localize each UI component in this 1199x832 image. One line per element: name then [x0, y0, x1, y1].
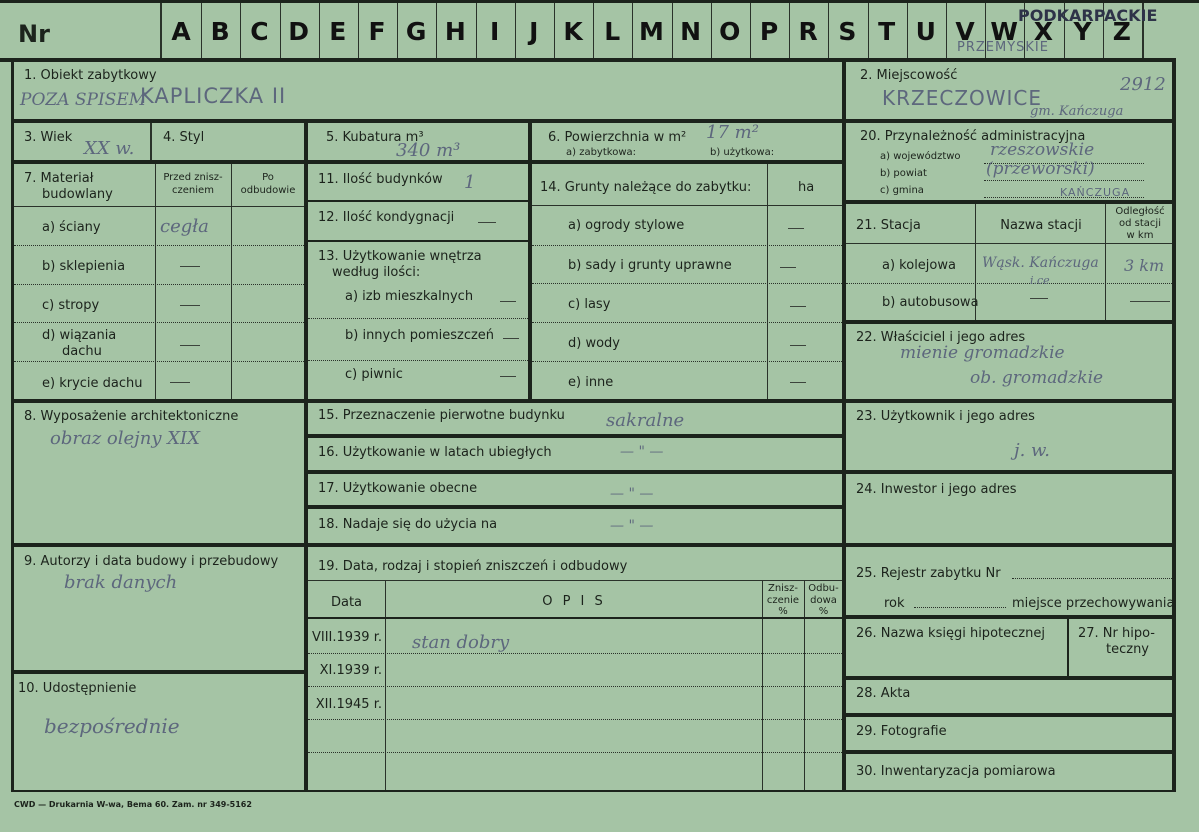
field-28-label: 28. Akta: [856, 686, 911, 701]
letter-separator: [868, 3, 869, 58]
field-20-value-c: KAŃCZUGA: [1060, 186, 1131, 199]
field-20-value-b: (przeworski): [986, 159, 1095, 179]
field-2-extra: gm. Kańczuga: [1030, 104, 1124, 119]
field-21-bus: b) autobusowa: [882, 295, 979, 310]
field-7-label-1: 7. Materiał: [24, 171, 94, 186]
field-22-value-1: mienie gromadzkie: [900, 343, 1065, 363]
field-19-label: 19. Data, rodzaj i stopień zniszczeń i odbudowy: [318, 559, 628, 574]
field-7-col-before-2: czeniem: [172, 185, 214, 196]
field-25-place: miejsce przechowywania: [1012, 596, 1175, 611]
field-13-b: b) innych pomieszczeń: [345, 328, 495, 343]
field-15-value: sakralne: [606, 410, 685, 431]
field-1-note: POZA SPISEM: [20, 90, 147, 110]
index-letter-b: B: [210, 17, 230, 46]
field-1-label: 1. Obiekt zabytkowy: [24, 68, 157, 83]
field-7-row-trusses-2: dachu: [62, 344, 102, 359]
index-letter-i: I: [489, 17, 500, 46]
field-7-row-roofing: e) krycie dachu: [42, 376, 143, 391]
letter-separator: [280, 3, 281, 58]
field-30-label: 30. Inwentaryzacja pomiarowa: [856, 764, 1056, 779]
field-10-value: bezpośrednie: [44, 714, 180, 738]
field-11-value: 1: [464, 172, 476, 193]
field-22-value-2: ob. gromadzkie: [970, 368, 1104, 388]
letter-separator: [515, 3, 516, 58]
stamp-district: PRZEMYSKIE: [957, 40, 1049, 55]
field-14-item-a: a) ogrody stylowe: [568, 218, 685, 233]
field-21-label: 21. Stacja: [856, 218, 921, 233]
field-3-label: 3. Wiek: [24, 130, 73, 145]
field-21-rail-station: Wąsk. Kańczuga: [982, 255, 1099, 271]
field-7-row-trusses: d) wiązania: [42, 328, 117, 343]
field-10-label: 10. Udostępnienie: [18, 681, 137, 696]
field-7-walls-value: cegła: [160, 216, 209, 237]
field-16-label: 16. Użytkowanie w latach ubiegłych: [318, 445, 552, 460]
field-21-col-name: Nazwa stacji: [1000, 218, 1082, 233]
field-2-label: 2. Miejscowość: [860, 68, 958, 83]
field-20-item-b: b) powiat: [880, 168, 927, 179]
index-letter-l: L: [604, 17, 621, 46]
letter-separator: [907, 3, 908, 58]
index-letter-e: E: [329, 17, 347, 46]
letter-separator: [397, 3, 398, 58]
field-22-label: 22. Właściciel i jego adres: [856, 330, 1026, 345]
field-19-col-rebuild-2: dowa: [810, 595, 837, 606]
field-7-col-before-1: Przed znisz-: [163, 172, 223, 183]
field-19-col-destr-3: %: [778, 606, 788, 617]
field-27-label-2: teczny: [1106, 642, 1149, 657]
letter-separator: [358, 3, 359, 58]
field-19-date-3: XII.1945 r.: [315, 697, 382, 712]
letter-separator: [789, 3, 790, 58]
index-letter-s: S: [838, 17, 857, 46]
field-8-label: 8. Wyposażenie architektoniczne: [24, 409, 239, 424]
letter-separator: [593, 3, 594, 58]
index-letter-h: H: [444, 17, 466, 46]
letter-separator: [554, 3, 555, 58]
field-7-col-after-1: Po: [262, 172, 274, 183]
field-1-value: KAPLICZKA II: [140, 84, 287, 108]
field-26-label: 26. Nazwa księgi hipotecznej: [856, 626, 1045, 641]
index-letter-p: P: [759, 17, 779, 46]
letter-separator: [750, 3, 751, 58]
field-12-label: 12. Ilość kondygnacji: [318, 210, 455, 225]
field-23-label: 23. Użytkownik i jego adres: [856, 409, 1035, 424]
index-letter-c: C: [250, 17, 269, 46]
field-14-item-b: b) sady i grunty uprawne: [568, 258, 732, 273]
index-letter-a: A: [171, 17, 191, 46]
field-19-col-rebuild-3: %: [818, 606, 829, 617]
field-19-col-destr-1: Znisz-: [767, 583, 799, 594]
letter-separator: [201, 3, 202, 58]
index-letter-k: K: [563, 17, 583, 46]
letter-separator: [946, 3, 947, 58]
field-21-rail-station-2: i.ce: [1030, 274, 1050, 287]
field-9-label: 9. Autorzy i data budowy i przebudowy: [24, 554, 279, 569]
field-21-rail-km: 3 km: [1124, 256, 1165, 275]
field-24-label: 24. Inwestor i jego adres: [856, 482, 1017, 497]
field-25-label: 25. Rejestr zabytku Nr: [856, 566, 1001, 581]
field-21-col-dist-3: w km: [1126, 230, 1154, 241]
index-letter-d: D: [288, 17, 309, 46]
field-13-c: c) piwnic: [345, 367, 403, 382]
field-27-label-1: 27. Nr hipo-: [1078, 626, 1155, 641]
field-7-label-2: budowlany: [42, 187, 113, 202]
field-20-item-a: a) województwo: [880, 151, 961, 162]
letter-separator: [319, 3, 320, 58]
field-17-value: — " —: [610, 486, 654, 502]
printer-imprint: CWD — Drukarnia W-wa, Bema 60. Zam. nr 349-5162: [14, 800, 252, 809]
field-14-item-e: e) inne: [568, 375, 614, 390]
field-15-label: 15. Przeznaczenie pierwotne budynku: [318, 408, 565, 423]
field-7-row-walls: a) ściany: [42, 220, 101, 235]
field-25-rok: rok: [884, 596, 905, 611]
field-21-rail: a) kolejowa: [882, 258, 956, 273]
index-letter-j: J: [529, 17, 539, 46]
field-14-unit: ha: [798, 180, 815, 195]
field-5-value: 340 m³: [396, 140, 461, 161]
index-letter-m: M: [638, 17, 664, 46]
field-3-value: XX w.: [84, 138, 135, 159]
field-7-row-vaults: b) sklepienia: [42, 259, 126, 274]
field-16-value: — " —: [620, 444, 664, 460]
field-11-label: 11. Ilość budynków: [318, 172, 443, 187]
field-19-value: stan dobry: [412, 632, 510, 653]
index-letter-r: R: [798, 17, 818, 46]
index-letter-g: G: [405, 17, 427, 46]
index-letter-v: V: [955, 17, 975, 46]
letter-separator: [632, 3, 633, 58]
field-8-value: obraz olejny XIX: [50, 428, 200, 449]
field-20-label: 20. Przynależność administracyjna: [860, 129, 1086, 144]
field-19-date-2: XI.1939 r.: [319, 663, 382, 678]
field-17-label: 17. Użytkowanie obecne: [318, 481, 478, 496]
field-29-label: 29. Fotografie: [856, 724, 947, 739]
field-13-label-1: 13. Użytkowanie wnętrza: [318, 249, 482, 264]
field-6-sub-b: b) użytkowa:: [710, 147, 775, 158]
index-letter-z: Z: [1112, 17, 1131, 46]
index-letter-n: N: [680, 17, 702, 46]
field-14-label: 14. Grunty należące do zabytku:: [540, 180, 752, 195]
field-20-item-c: c) gmina: [880, 185, 924, 196]
letter-separator: [828, 3, 829, 58]
field-9-value: brak danych: [64, 572, 178, 593]
field-7-col-after-2: odbudowie: [240, 185, 296, 196]
field-19-date-1: VIII.1939 r.: [311, 630, 382, 645]
field-19-col-destr-2: czenie: [766, 595, 800, 606]
field-6-value: 17 m²: [706, 122, 759, 143]
field-19-col-desc: O P I S: [542, 594, 606, 609]
field-14-item-c: c) lasy: [568, 297, 611, 312]
field-18-label: 18. Nadaje się do użycia na: [318, 517, 498, 532]
field-6-label: 6. Powierzchnia w m²: [548, 130, 687, 145]
field-20-value-a: rzeszowskie: [990, 140, 1095, 160]
field-5-label: 5. Kubatura m³: [326, 130, 424, 145]
field-14-item-d: d) wody: [568, 336, 620, 351]
letter-separator: [240, 3, 241, 58]
stamp-region: PODKARPACKIE: [1018, 6, 1158, 25]
field-13-a: a) izb mieszkalnych: [345, 289, 474, 304]
field-21-col-dist-1: Odległość: [1115, 206, 1165, 217]
field-13-label-2: według ilości:: [332, 265, 421, 280]
field-21-col-dist-2: od stacji: [1119, 218, 1161, 229]
index-letter-x: X: [1033, 17, 1054, 46]
field-6-sub-a: a) zabytkowa:: [566, 147, 636, 158]
index-letter-y: Y: [1073, 17, 1092, 46]
field-2-value: KRZECZOWICE: [882, 86, 1043, 110]
field-7-row-ceilings: c) stropy: [42, 298, 100, 313]
letter-separator: [436, 3, 437, 58]
index-letter-o: O: [719, 17, 741, 46]
field-23-value: j. w.: [1014, 440, 1051, 461]
field-19-col-rebuild-1: Odbu-: [808, 583, 839, 594]
letter-separator: [711, 3, 712, 58]
nr-label: Nr: [18, 20, 50, 48]
letter-separator: [476, 3, 477, 58]
letter-separator: [672, 3, 673, 58]
index-letter-w: W: [990, 17, 1018, 46]
field-18-value: — " —: [610, 518, 654, 534]
index-letter-u: U: [915, 17, 936, 46]
field-2-number: 2912: [1120, 74, 1166, 95]
field-4-label: 4. Styl: [163, 130, 205, 145]
index-letter-f: F: [368, 17, 386, 46]
index-letter-t: T: [878, 17, 896, 46]
field-19-col-date: Data: [330, 595, 363, 610]
